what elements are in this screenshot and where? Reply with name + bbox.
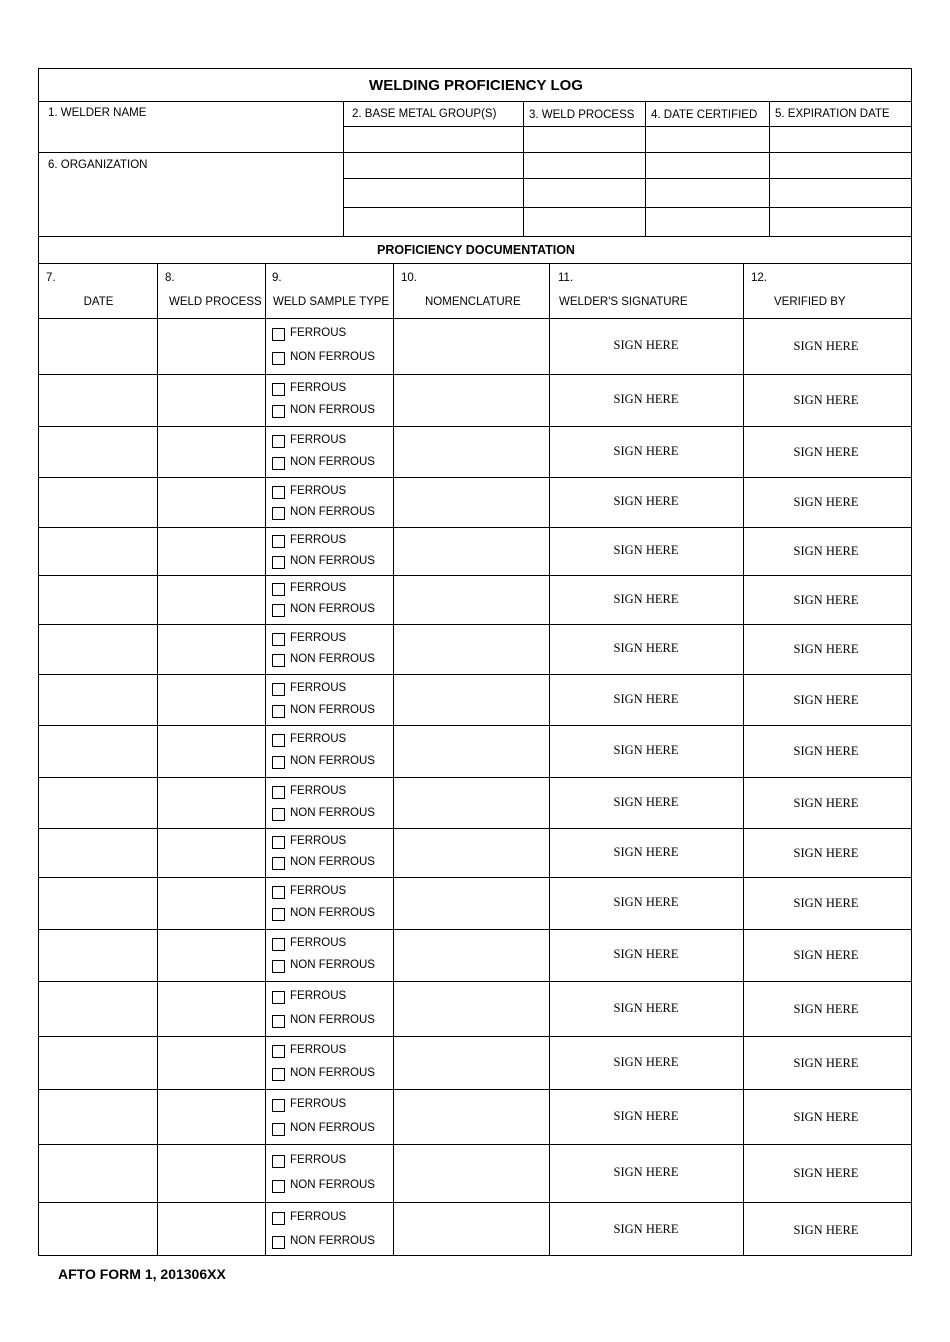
weld-process-cell[interactable]: [159, 677, 263, 724]
ferrous-checkbox[interactable]: [272, 486, 285, 499]
non-ferrous-label: NON FERROUS: [290, 456, 375, 468]
verified-by-signature-field[interactable]: SIGN HERE: [793, 544, 859, 558]
welder-signature-field[interactable]: SIGN HERE: [613, 444, 679, 458]
date-cell[interactable]: [41, 1205, 155, 1256]
non-ferrous-checkbox[interactable]: [272, 604, 285, 617]
table-row: [39, 930, 911, 982]
welder-signature-field[interactable]: SIGN HERE: [613, 692, 679, 706]
weld-process-cell[interactable]: [159, 1205, 263, 1256]
col-nomenclature-num: 10.: [401, 272, 417, 284]
divider: [39, 152, 911, 153]
ferrous-label: FERROUS: [290, 1211, 347, 1223]
welder-signature-field[interactable]: SIGN HERE: [613, 795, 679, 809]
weld-process-cell[interactable]: [159, 578, 263, 623]
welder-signature-field[interactable]: SIGN HERE: [613, 494, 679, 508]
nomenclature-cell[interactable]: [395, 1039, 547, 1088]
weld-process-cell[interactable]: [159, 780, 263, 827]
welder-signature-field[interactable]: SIGN HERE: [613, 947, 679, 961]
welder-signature-field[interactable]: SIGN HERE: [613, 1001, 679, 1015]
organization-field[interactable]: [41, 173, 341, 233]
verified-by-signature-field[interactable]: SIGN HERE: [793, 445, 859, 459]
ferrous-checkbox[interactable]: [272, 435, 285, 448]
col-weld-sample-type-num: 9.: [272, 272, 282, 284]
welder-signature-field[interactable]: SIGN HERE: [613, 392, 679, 406]
ferrous-checkbox[interactable]: [272, 535, 285, 548]
table-row: [39, 675, 911, 726]
weld-process-cell[interactable]: [159, 831, 263, 876]
date-cell[interactable]: [41, 480, 155, 526]
nomenclature-cell[interactable]: [395, 480, 547, 526]
nomenclature-cell[interactable]: [395, 932, 547, 980]
divider: [343, 178, 911, 179]
ferrous-label: FERROUS: [290, 327, 347, 339]
date-certified-cell-1[interactable]: [646, 127, 768, 151]
verified-by-signature-field[interactable]: SIGN HERE: [793, 796, 859, 810]
welder-name-field[interactable]: [41, 119, 341, 151]
non-ferrous-label: NON FERROUS: [290, 704, 375, 716]
weld-process-cell[interactable]: [159, 480, 263, 526]
welder-signature-field[interactable]: SIGN HERE: [613, 743, 679, 757]
welder-signature-field[interactable]: SIGN HERE: [613, 592, 679, 606]
verified-by-signature-field[interactable]: SIGN HERE: [793, 393, 859, 407]
non-ferrous-checkbox[interactable]: [272, 457, 285, 470]
weld-process-cell[interactable]: [159, 429, 263, 476]
weld-process-label: 3. WELD PROCESS: [529, 109, 635, 121]
non-ferrous-checkbox[interactable]: [272, 705, 285, 718]
ferrous-label: FERROUS: [290, 885, 347, 897]
ferrous-label: FERROUS: [290, 990, 347, 1002]
table-row: [39, 478, 911, 528]
weld-process-cell[interactable]: [159, 321, 263, 373]
ferrous-label: FERROUS: [290, 632, 347, 644]
non-ferrous-label: NON FERROUS: [290, 351, 375, 363]
organization-label: 6. ORGANIZATION: [48, 159, 148, 171]
section-title: PROFICIENCY DOCUMENTATION: [377, 243, 575, 257]
form-title: WELDING PROFICIENCY LOG: [369, 77, 583, 94]
date-cell[interactable]: [41, 1092, 155, 1143]
weld-process-cell[interactable]: [159, 377, 263, 425]
ferrous-checkbox[interactable]: [272, 786, 285, 799]
ferrous-label: FERROUS: [290, 582, 347, 594]
non-ferrous-label: NON FERROUS: [290, 1067, 375, 1079]
nomenclature-cell[interactable]: [395, 530, 547, 574]
table-row: [39, 829, 911, 878]
divider: [343, 126, 911, 127]
ferrous-label: FERROUS: [290, 1098, 347, 1110]
divider: [39, 101, 911, 102]
non-ferrous-label: NON FERROUS: [290, 653, 375, 665]
non-ferrous-checkbox[interactable]: [272, 808, 285, 821]
verified-by-signature-field[interactable]: SIGN HERE: [793, 1110, 859, 1124]
ferrous-checkbox[interactable]: [272, 1212, 285, 1225]
ferrous-label: FERROUS: [290, 1154, 347, 1166]
ferrous-checkbox[interactable]: [272, 328, 285, 341]
non-ferrous-label: NON FERROUS: [290, 1014, 375, 1026]
col-weld-sample-type-label: WELD SAMPLE TYPE: [273, 296, 390, 308]
non-ferrous-label: NON FERROUS: [290, 506, 375, 518]
nomenclature-cell[interactable]: [395, 1205, 547, 1256]
table-row: [39, 778, 911, 829]
ferrous-label: FERROUS: [290, 937, 347, 949]
table-row: [39, 576, 911, 625]
ferrous-label: FERROUS: [290, 1044, 347, 1056]
ferrous-checkbox[interactable]: [272, 991, 285, 1004]
non-ferrous-label: NON FERROUS: [290, 807, 375, 819]
divider: [39, 263, 911, 264]
welder-signature-field[interactable]: SIGN HERE: [613, 1055, 679, 1069]
col-date-label: DATE: [83, 296, 114, 308]
verified-by-signature-field[interactable]: SIGN HERE: [793, 339, 859, 353]
ferrous-checkbox[interactable]: [272, 734, 285, 747]
verified-by-signature-field[interactable]: SIGN HERE: [793, 744, 859, 758]
weld-process-cell[interactable]: [159, 932, 263, 980]
table-row: [39, 625, 911, 675]
table-row: [39, 1145, 911, 1203]
non-ferrous-checkbox[interactable]: [272, 556, 285, 569]
date-cell[interactable]: [41, 429, 155, 476]
non-ferrous-label: NON FERROUS: [290, 603, 375, 615]
expiration-date-cell-1[interactable]: [770, 127, 910, 151]
col-weld-process-label: WELD PROCESS: [169, 296, 262, 308]
table-row: [39, 982, 911, 1037]
divider: [39, 236, 911, 237]
non-ferrous-checkbox[interactable]: [272, 1015, 285, 1028]
weld-process-cell[interactable]: [159, 1092, 263, 1143]
table-row: [39, 1090, 911, 1145]
weld-process-cell[interactable]: [159, 627, 263, 673]
weld-process-cell[interactable]: [159, 1147, 263, 1201]
ferrous-label: FERROUS: [290, 785, 347, 797]
non-ferrous-checkbox[interactable]: [272, 654, 285, 667]
non-ferrous-checkbox[interactable]: [272, 1123, 285, 1136]
divider: [523, 101, 524, 236]
date-cell[interactable]: [41, 984, 155, 1035]
nomenclature-cell[interactable]: [395, 627, 547, 673]
non-ferrous-label: NON FERROUS: [290, 404, 375, 416]
col-nomenclature-label: NOMENCLATURE: [425, 296, 521, 308]
welder-signature-field[interactable]: SIGN HERE: [613, 895, 679, 909]
verified-by-signature-field[interactable]: SIGN HERE: [793, 1056, 859, 1070]
verified-by-signature-field[interactable]: SIGN HERE: [793, 642, 859, 656]
date-cell[interactable]: [41, 932, 155, 980]
table-row: [39, 1203, 911, 1258]
verified-by-signature-field[interactable]: SIGN HERE: [793, 948, 859, 962]
date-cell[interactable]: [41, 530, 155, 574]
table-row: [39, 319, 911, 375]
verified-by-signature-field[interactable]: SIGN HERE: [793, 1223, 859, 1237]
non-ferrous-checkbox[interactable]: [272, 352, 285, 365]
welder-signature-field[interactable]: SIGN HERE: [613, 543, 679, 557]
non-ferrous-label: NON FERROUS: [290, 1179, 375, 1191]
non-ferrous-checkbox[interactable]: [272, 756, 285, 769]
nomenclature-cell[interactable]: [395, 578, 547, 623]
ferrous-checkbox[interactable]: [272, 683, 285, 696]
non-ferrous-checkbox[interactable]: [272, 1068, 285, 1081]
verified-by-signature-field[interactable]: SIGN HERE: [793, 593, 859, 607]
verified-by-signature-field[interactable]: SIGN HERE: [793, 1166, 859, 1180]
nomenclature-cell[interactable]: [395, 880, 547, 928]
verified-by-signature-field[interactable]: SIGN HERE: [793, 1002, 859, 1016]
nomenclature-cell[interactable]: [395, 429, 547, 476]
ferrous-checkbox[interactable]: [272, 836, 285, 849]
nomenclature-cell[interactable]: [395, 780, 547, 827]
base-metal-groups-label: 2. BASE METAL GROUP(S): [352, 108, 497, 120]
non-ferrous-checkbox[interactable]: [272, 405, 285, 418]
expiration-date-label: 5. EXPIRATION DATE: [775, 108, 890, 120]
table-row: [39, 427, 911, 478]
col-verified-by-label: VERIFIED BY: [774, 296, 846, 308]
table-row: [39, 528, 911, 576]
ferrous-label: FERROUS: [290, 434, 347, 446]
non-ferrous-label: NON FERROUS: [290, 1235, 375, 1247]
welder-signature-field[interactable]: SIGN HERE: [613, 845, 679, 859]
divider: [343, 101, 344, 236]
non-ferrous-checkbox[interactable]: [272, 960, 285, 973]
nomenclature-cell[interactable]: [395, 728, 547, 776]
weld-process-cell[interactable]: [159, 728, 263, 776]
date-cell[interactable]: [41, 1147, 155, 1201]
weld-process-cell[interactable]: [159, 880, 263, 928]
date-certified-label: 4. DATE CERTIFIED: [651, 109, 758, 121]
welder-signature-field[interactable]: SIGN HERE: [613, 641, 679, 655]
welding-proficiency-form: [38, 68, 912, 1256]
table-row: [39, 1037, 911, 1090]
welder-signature-field[interactable]: SIGN HERE: [613, 338, 679, 352]
ferrous-label: FERROUS: [290, 835, 347, 847]
verified-by-signature-field[interactable]: SIGN HERE: [793, 495, 859, 509]
non-ferrous-label: NON FERROUS: [290, 907, 375, 919]
date-cell[interactable]: [41, 321, 155, 373]
ferrous-label: FERROUS: [290, 682, 347, 694]
ferrous-label: FERROUS: [290, 733, 347, 745]
table-row: [39, 375, 911, 427]
non-ferrous-checkbox[interactable]: [272, 507, 285, 520]
date-cell[interactable]: [41, 377, 155, 425]
welder-signature-field[interactable]: SIGN HERE: [613, 1165, 679, 1179]
table-row: [39, 878, 911, 930]
col-welder-signature-label: WELDER'S SIGNATURE: [559, 296, 688, 308]
weld-process-cell-1[interactable]: [524, 127, 644, 151]
date-cell[interactable]: [41, 780, 155, 827]
ferrous-checkbox[interactable]: [272, 1045, 285, 1058]
nomenclature-cell[interactable]: [395, 1147, 547, 1201]
non-ferrous-checkbox[interactable]: [272, 1236, 285, 1249]
non-ferrous-label: NON FERROUS: [290, 856, 375, 868]
base-metal-groups-cell-1[interactable]: [344, 127, 522, 151]
col-verified-by-num: 12.: [751, 272, 767, 284]
non-ferrous-checkbox[interactable]: [272, 1180, 285, 1193]
non-ferrous-label: NON FERROUS: [290, 755, 375, 767]
weld-process-cell[interactable]: [159, 530, 263, 574]
col-welder-signature-num: 11.: [558, 272, 574, 284]
ferrous-checkbox[interactable]: [272, 938, 285, 951]
ferrous-checkbox[interactable]: [272, 886, 285, 899]
nomenclature-cell[interactable]: [395, 1092, 547, 1143]
non-ferrous-checkbox[interactable]: [272, 857, 285, 870]
nomenclature-cell[interactable]: [395, 677, 547, 724]
ferrous-checkbox[interactable]: [272, 383, 285, 396]
nomenclature-cell[interactable]: [395, 831, 547, 876]
ferrous-checkbox[interactable]: [272, 1099, 285, 1112]
date-cell[interactable]: [41, 728, 155, 776]
nomenclature-cell[interactable]: [395, 984, 547, 1035]
non-ferrous-label: NON FERROUS: [290, 555, 375, 567]
nomenclature-cell[interactable]: [395, 377, 547, 425]
divider: [769, 101, 770, 236]
verified-by-signature-field[interactable]: SIGN HERE: [793, 846, 859, 860]
divider: [343, 207, 911, 208]
verified-by-signature-field[interactable]: SIGN HERE: [793, 896, 859, 910]
date-cell[interactable]: [41, 880, 155, 928]
date-cell[interactable]: [41, 578, 155, 623]
nomenclature-cell[interactable]: [395, 321, 547, 373]
weld-process-cell[interactable]: [159, 984, 263, 1035]
non-ferrous-label: NON FERROUS: [290, 1122, 375, 1134]
ferrous-checkbox[interactable]: [272, 583, 285, 596]
welder-signature-field[interactable]: SIGN HERE: [613, 1109, 679, 1123]
welder-signature-field[interactable]: SIGN HERE: [613, 1222, 679, 1236]
non-ferrous-checkbox[interactable]: [272, 908, 285, 921]
date-cell[interactable]: [41, 627, 155, 673]
ferrous-label: FERROUS: [290, 382, 347, 394]
verified-by-signature-field[interactable]: SIGN HERE: [793, 693, 859, 707]
weld-process-cell[interactable]: [159, 1039, 263, 1088]
col-weld-process-num: 8.: [165, 272, 175, 284]
ferrous-checkbox[interactable]: [272, 633, 285, 646]
welder-name-label: 1. WELDER NAME: [48, 107, 147, 119]
ferrous-label: FERROUS: [290, 485, 347, 497]
date-cell[interactable]: [41, 831, 155, 876]
non-ferrous-label: NON FERROUS: [290, 959, 375, 971]
col-date-num: 7.: [46, 272, 56, 284]
ferrous-label: FERROUS: [290, 534, 347, 546]
date-cell[interactable]: [41, 1039, 155, 1088]
divider: [645, 101, 646, 236]
form-number: AFTO FORM 1, 201306XX: [58, 1266, 226, 1282]
ferrous-checkbox[interactable]: [272, 1155, 285, 1168]
date-cell[interactable]: [41, 677, 155, 724]
table-row: [39, 726, 911, 778]
